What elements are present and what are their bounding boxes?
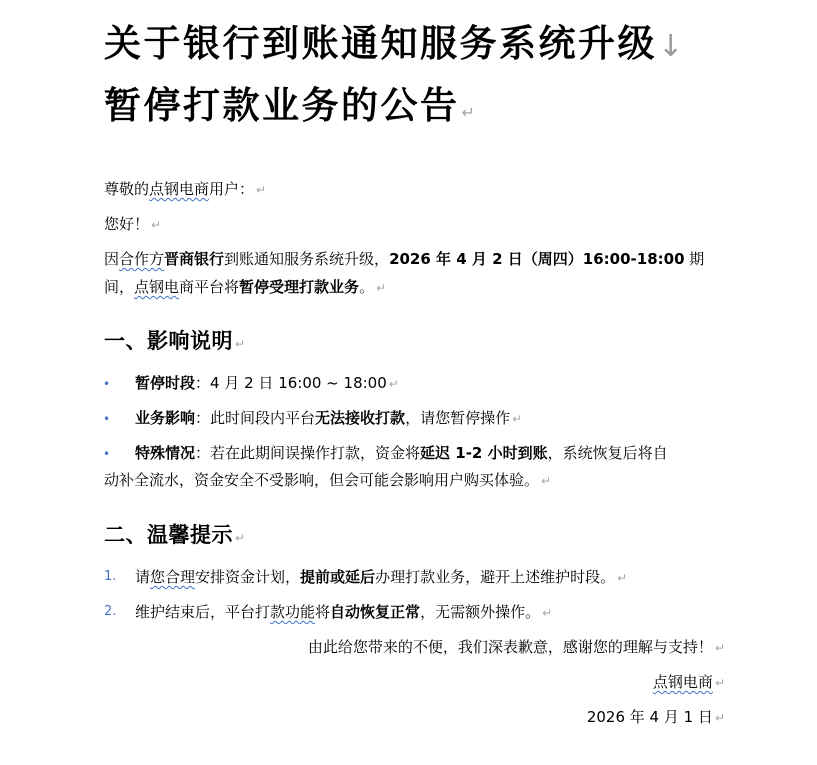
intro-partner-label: 合作方 [119,250,165,268]
paragraph-mark: ↵ [151,218,162,232]
intro-text-e: 商平台将 [179,278,240,296]
section-2-heading-text: 二、温馨提示 [104,523,233,547]
intro-text-c: 期 [684,250,705,268]
section-1-heading-text: 一、影响说明 [104,329,233,353]
title-text-1: 关于银行到账通知服务系统升级 [104,22,657,65]
salutation-brand: 点钢电商 [149,180,210,198]
closing-date [587,707,725,728]
bullet-icon: • [103,412,111,426]
impact-item-text: 4 月 2 日 16:00 ~ 18:00 [210,374,387,392]
impact-item-text-a: 若在此期间误操作打款，资金将 [210,444,421,462]
paragraph-mark: ↵ [376,281,387,295]
tip-bold: 提前或延后 [300,568,376,586]
paragraph-mark: ↵ [541,474,552,488]
impact-item-sep: ： [195,374,211,392]
date-text: 2026 年 4 月 1 日 [586,708,713,726]
paragraph-mark: ↵ [388,377,399,391]
paragraph-mark: ↵ [617,571,628,585]
bullet-icon: • [103,447,111,461]
tip-text-a: 维护结束后，平台打 [135,603,271,621]
paragraph-mark: ↵ [714,641,725,655]
intro-text-b: 到账通知服务系统升级， [224,250,390,268]
tip-squiggle: 款功能 [270,603,316,621]
impact-item-text-a: 此时间段内平台 [210,409,316,427]
tip-text-b: 安排资金计划， [195,568,301,586]
section-1-heading [104,327,246,358]
hello-line [104,214,161,235]
tip-text-b: 将 [315,603,331,621]
impact-item-bold: 无法接收打款 [315,409,406,427]
paragraph-mark: ↵ [512,412,523,426]
intro-bank-name: 晋商银行 [164,250,225,268]
impact-item-bold: 延迟 1-2 小时到账 [420,444,548,462]
intro-text-a: 因 [104,250,120,268]
intro-text-d: 间， [104,278,135,296]
tip-text-a: 请 [135,568,151,586]
closing-apology-text: 由此给您带来的不便，我们深表歉意，感谢您的理解与支持！ [307,638,713,656]
signature-text: 点钢电商 [652,673,713,691]
intro-text-end: 。 [359,278,375,296]
impact-item-sep: ： [195,409,211,427]
paragraph-mark: ↵ [714,711,725,725]
paragraph-mark: ↵ [714,676,725,690]
intro-suspended-service: 暂停受理打款业务 [239,278,360,296]
tip-squiggle: 您合理 [150,568,196,586]
impact-item-label: 特殊情况 [135,444,196,462]
impact-item-text-b: ，请您暂停操作 [405,409,511,427]
list-number: 2. [104,604,117,619]
impact-item-special-cont [104,470,551,491]
impact-item-label: 业务影响 [135,409,196,427]
impact-item-special [135,443,668,463]
intro-suspension-time: 2026 年 4 月 2 日（周四）16:00-18:00 [389,250,685,268]
salutation-post: 用户： [209,180,255,198]
impact-item-text-cont: 动补全流水，资金安全不受影响，但会可能会影响用户购买体验。 [104,471,540,489]
tip-bold: 自动恢复正常 [330,603,421,621]
title-line-2 [104,84,477,135]
list-number: 1. [104,569,117,584]
paragraph-mark: ↵ [461,103,478,122]
bullet-icon: • [103,377,111,391]
impact-item-period [135,373,399,394]
impact-item-sep: ： [195,444,211,462]
section-2-heading [104,521,246,552]
salutation-pre: 尊敬的 [104,180,150,198]
tip-text-c: ，无需额外操作。 [420,603,541,621]
hello-text: 您好！ [104,215,150,233]
tip-item-1 [135,567,627,588]
paragraph-mark: ↵ [235,337,246,351]
paragraph-mark: ↵ [256,183,267,197]
intro-line-1 [104,249,704,269]
impact-item-business [135,408,522,429]
salutation [104,179,266,200]
closing-signature [653,672,725,693]
paragraph-mark: ↵ [542,606,553,620]
line-break-mark: ↓ [658,29,684,64]
tip-item-2 [135,602,552,623]
tip-text-c: 办理打款业务，避开上述维护时段。 [375,568,616,586]
title-line-1 [104,22,683,69]
intro-line-2 [104,277,386,298]
impact-item-label: 暂停时段 [135,374,196,392]
closing-apology [308,637,725,658]
intro-brand: 点钢电 [134,278,180,296]
paragraph-mark: ↵ [235,531,246,545]
title-text-2: 暂停打款业务的公告 [104,84,460,127]
impact-item-text-b: ，系统恢复后将自 [547,444,668,462]
